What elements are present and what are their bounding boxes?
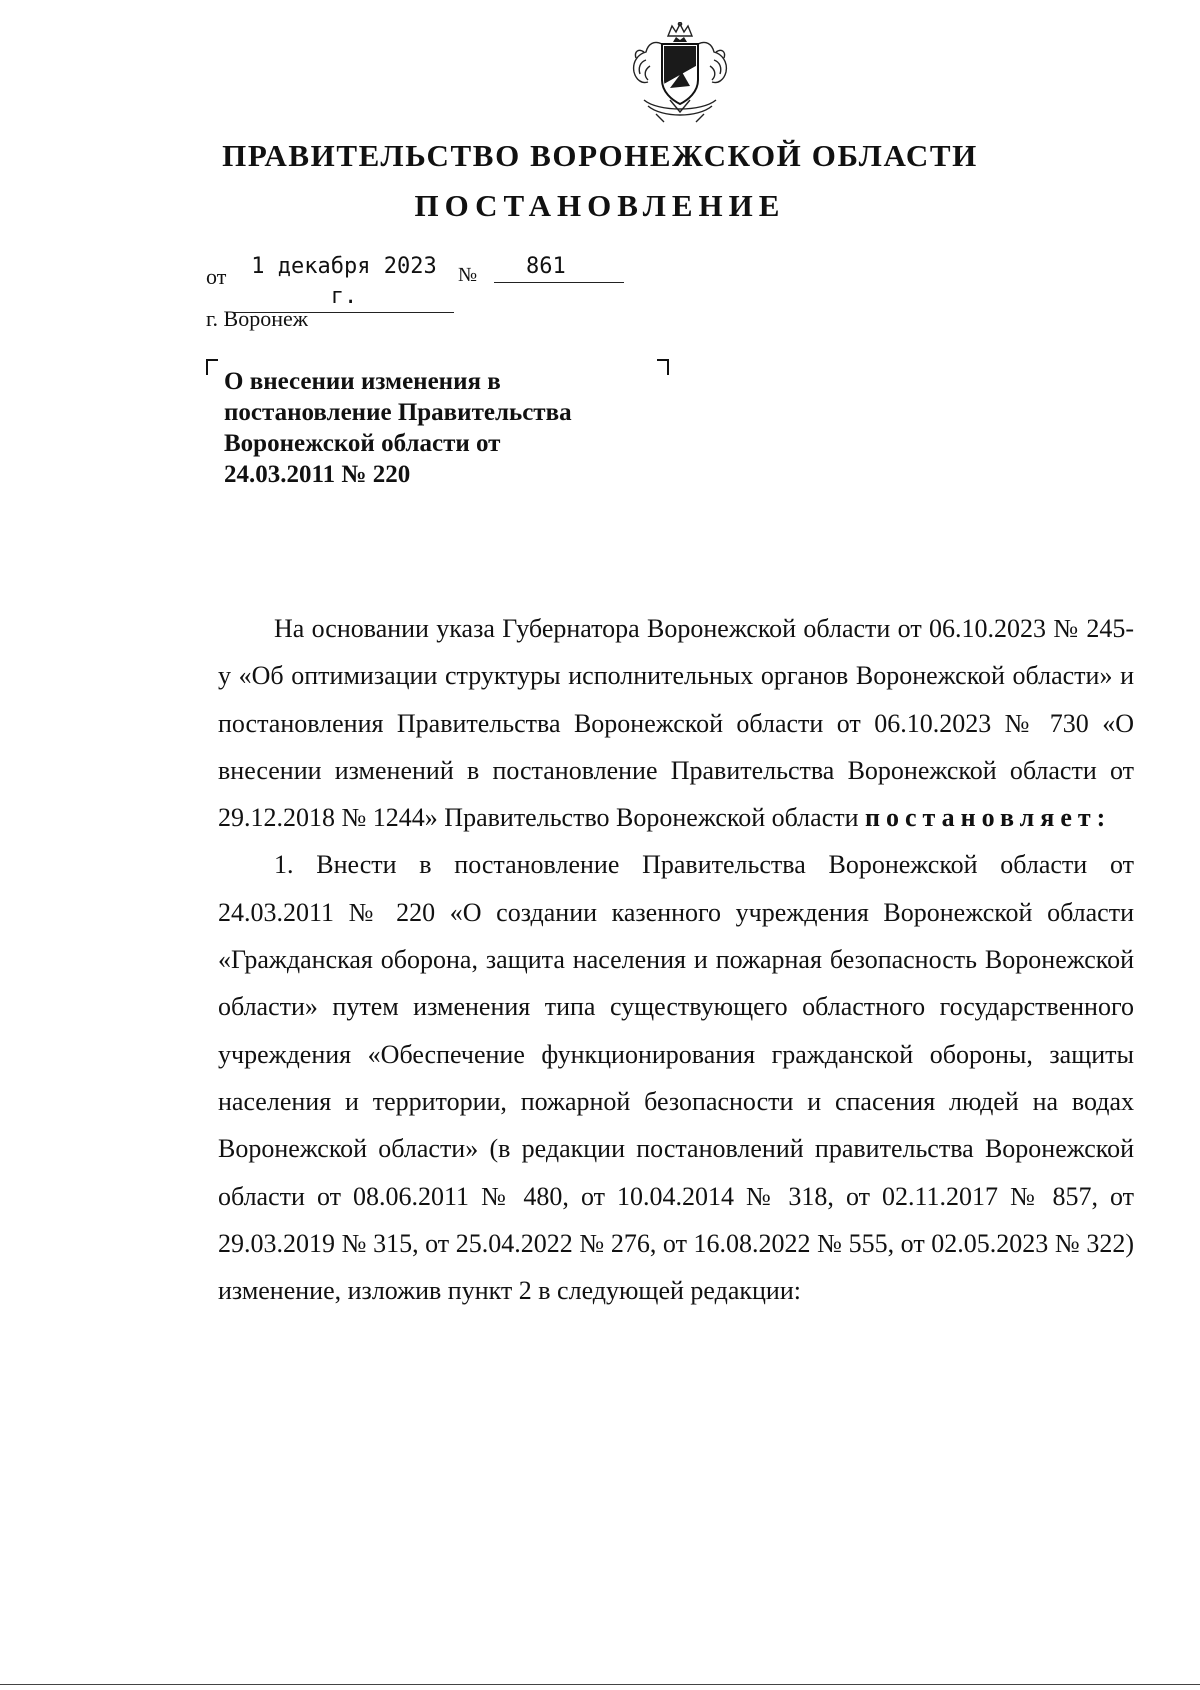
registration-line	[206, 252, 666, 309]
coat-of-arms-emblem	[624, 22, 736, 124]
subject-line: Воронежской области от	[224, 430, 501, 457]
organization-title: ПРАВИТЕЛЬСТВО ВОРОНЕЖСКОЙ ОБЛАСТИ	[222, 138, 978, 173]
city-label: г. Воронеж	[206, 306, 308, 331]
document-subject	[224, 366, 654, 490]
number-sign: №	[458, 264, 478, 286]
item-1-paragraph: 1. Внести в постановление Правительства Воронежской области от 24.03.2011 № 220 «О создании казенного учреждения Воронежской области «Гражданская оборона, защита населения и пожарная безопасность Воронежской области» путем изменения типа существующего областного государственного учреждения «Обеспечение функционирования гражданской обороны, защиты населения и территории, пожарной безопасности и спасения людей на водах Воронежской области» (в редакции постановлений правительства Воронежской области от 08.06.2011 № 480, от 10.04.2014 № 318, от 02.11.2017 № 857, от 29.03.2019 № 315, от 25.04.2022 № 276, от 16.08.2022 № 555, от 02.05.2023 № 322) изменение, изложив пункт 2 в следующей редакции:	[218, 850, 1134, 1306]
preamble-paragraph	[218, 605, 1134, 841]
subject-bracket-right	[657, 359, 669, 375]
document-number: 861	[494, 252, 624, 283]
preamble-text: На основании указа Губернатора Воронежской области от 06.10.2023 № 245-у «Об оптимизации структуры исполнительных органов Воронежской области» и постановления Правительства Воронежской области от 06.10.2023 № 730 «О внесении изменений в постановление Правительства Воронежской области от 29.12.2018 № 1244» Правительство Воронежской области	[218, 614, 1134, 833]
date-prefix: от	[206, 264, 227, 289]
subject-bracket-left	[206, 359, 218, 375]
scan-edge-line	[0, 1684, 1200, 1685]
subject-line: О внесении изменения в	[224, 368, 501, 395]
subject-line: постановление Правительства	[224, 399, 572, 426]
document-type-title: ПОСТАНОВЛЕНИЕ	[414, 188, 786, 223]
subject-line: 24.03.2011 № 220	[224, 461, 411, 488]
resolves-word: постановляет:	[865, 803, 1112, 833]
document-date: 1 декабря 2023 г.	[234, 252, 454, 313]
document-body	[218, 605, 1134, 1314]
